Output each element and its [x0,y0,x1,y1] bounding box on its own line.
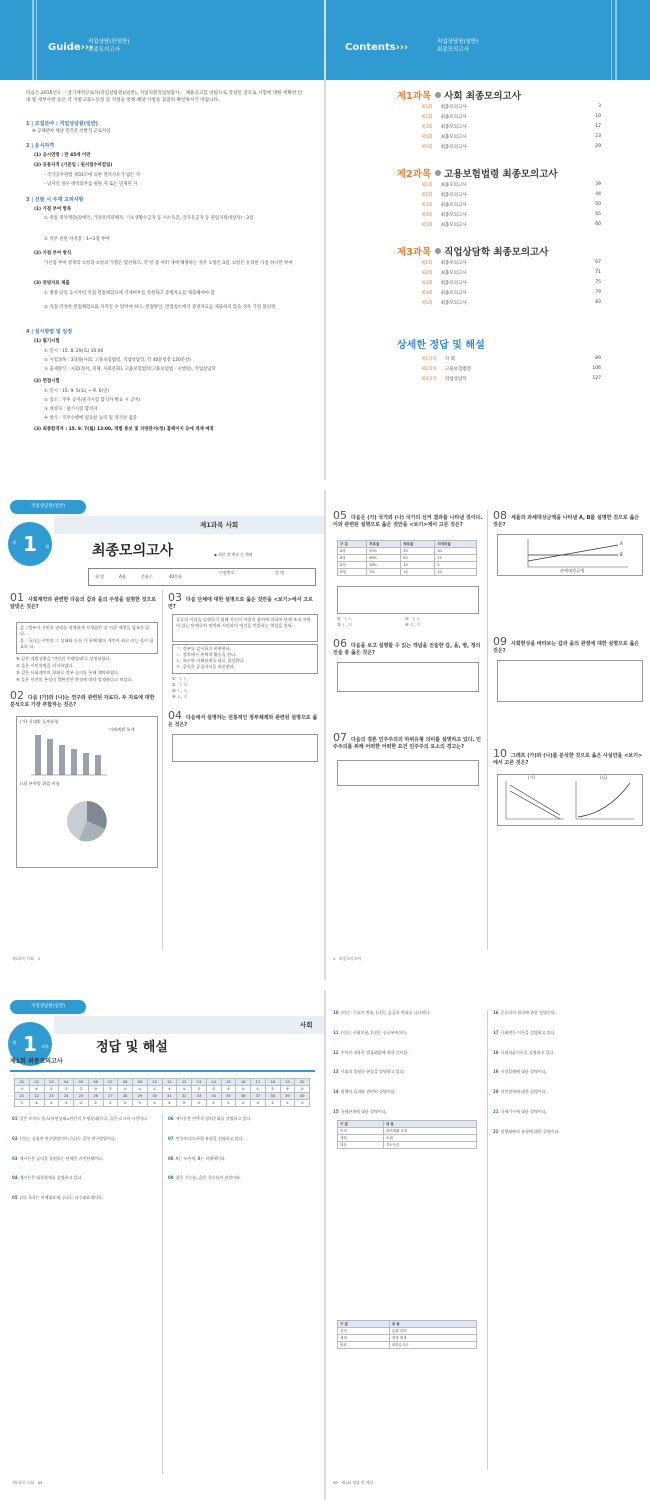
answers-tab: 직업상담원(일반) [10,1000,86,1014]
explanation-item: 22 헌법재판의 유형에 대한 설명이다. [493,1128,560,1134]
q10-graphs [498,775,642,825]
candidate-info-table: 형 별 A형 문항수 40문항 수험번호 성 명 [88,568,316,586]
answer-number: 27 [103,1093,118,1100]
answer-number: 36 [236,1093,251,1100]
answer-number: 12 [177,1079,192,1086]
option-item[interactable]: ③ ㄴ, ㄹ [337,622,353,627]
answer-value: ③ [162,1086,177,1093]
toc-row[interactable]: 제5회 최종모의고사 83 [421,300,601,306]
exam-info: ◆ 제한 및 배점 등 제에 [214,552,253,557]
q02-figure-box: (가) 시대별 동계유형 미래계획 통계 (나) 분야별 취업 비율 [16,716,158,868]
answer-number: 40 [295,1093,310,1100]
explanation-item: 15 국제관계에 대한 설명이다. [333,1108,387,1114]
answer-number: 04 [59,1079,74,1086]
explanation-item: 11 (가)는 사회보험, (나)는 공공부조이다. [333,1029,408,1035]
answer-value: ③ [133,1100,148,1107]
answer-value: ② [103,1086,118,1093]
answer-number: 23 [44,1093,59,1100]
answer-number: 19 [280,1079,295,1086]
option-item[interactable]: ④ ㄷ, ㄹ [405,622,421,627]
explanation-item: 07 민주주의의 하위 유형을 설명하고 있다. [168,1135,244,1141]
option-item[interactable]: ① 갑은 개별상황을 '만인의 투쟁상태'로 상정하였다. [16,656,111,661]
q09-passage-box [497,660,643,702]
explanation-item: 20 시민참여에 대한 설명이다. [493,1089,547,1095]
answer-number: 05 [74,1079,89,1086]
answer-number: 02 [29,1079,44,1086]
toc-row[interactable]: 제1과목 사 회 89 [421,356,601,362]
contents-subject-3[interactable]: 제3과목 직업상담학 최종모의고사 [397,247,549,258]
contents-subject-1[interactable]: 제1과목 사회 최종모의고사 [397,91,521,102]
q01-passage-box: 갑 : 정부가 시민의 권리를 적정하게 사정함은 각 이상 재정을 필요가 있다. 을 : 국가는 시민의 그 상태와 동등 가 통해 맺어 개인이 최고 이는 목이 필요하 다. [16,622,158,654]
option-item[interactable]: ③ ㄴ, ㄷ [172,688,188,693]
footer-right: 4 최종모의고사 [333,956,362,961]
answer-value: ① [147,1100,162,1107]
contents-header-band [325,0,650,80]
answer-number: 22 [29,1093,44,1100]
answers-footer-right: 90 제1회 정답 및 해설 [333,1480,374,1485]
answer-number: 37 [251,1093,266,1100]
toc-row[interactable]: 제4회 최종모의고사 55 [421,212,601,218]
answer-value: ③ [280,1086,295,1093]
answer-value: ④ [162,1100,177,1107]
toc-row[interactable]: 제5회 최종모의고사 60 [421,222,601,228]
answer-number: 24 [59,1093,74,1100]
option-item[interactable]: ② ㄱ, ㄷ [405,616,421,621]
answer-value: ② [206,1086,221,1093]
explanations-left-b [168,1116,314,1195]
answer-value: ② [59,1086,74,1093]
exam-title: 최종모의고사 [92,543,174,559]
answer-number: 09 [133,1079,148,1086]
option-item[interactable]: ② 을은 시민혁명을 지지하였다. [16,663,74,668]
q05-choices-box [337,586,479,614]
answer-number: 25 [74,1093,89,1100]
answers-section: 제1회 최종모의고사 [10,1056,315,1072]
answer-value: ② [88,1100,103,1107]
q08-graph-box: A B 과세대상금액 [497,534,643,576]
explanation-item: 02 (가)는 실험적 연구방법이며, (나)는 질적 연구방법이다. [12,1135,116,1141]
answers-left-page [0,990,325,1500]
answer-number: 16 [236,1079,251,1086]
q02-bar [59,745,65,775]
guide-section-1: 1 | 모집분야 : 직업상담원(일반) [26,121,98,127]
explanation-item: 13 사회적 불평등 현상을 설명하고 있다. [333,1069,405,1075]
question-06: 06 다음을 보고 설명할 수 있는 개념을 진술한 갑, 을, 병, 정의 진술 중 옳은 것은? [333,637,481,656]
answer-value: ③ [192,1100,207,1107]
question-01: 01 사회계약과 관련한 다음의 갑과 을의 주장을 설명한 것으로 알맞은 것은? [10,591,157,610]
exam-left-page [0,490,325,980]
exam-right-page [325,490,650,980]
table-11: 구 분 내 용 목적 최저생활 보장 재원 조세 대상 저소득층 [337,1120,477,1149]
guide-section-2: 2 | 응시자격 [26,143,55,149]
exam-band [54,516,325,534]
answer-value: ④ [295,1086,310,1093]
answer-value: ② [265,1100,280,1107]
option-item[interactable]: ② ㄱ, ㄷ [172,682,188,687]
explanations-right-a [333,1010,483,1129]
toc-row[interactable]: 제3회 최종모의고사 50 [421,202,601,208]
option-item[interactable]: ① ㄱ, ㄴ [172,676,188,681]
answer-value: ④ [118,1100,133,1107]
answer-value: ② [74,1086,89,1093]
contents-subject-2[interactable]: 제2과목 고용보험법령 최종모의고사 [397,169,558,180]
answer-number: 20 [295,1079,310,1086]
question-04: 04 다음에서 설명하는 전통적인 정부체계와 관련된 설명으로 옳은 것은? [168,709,318,728]
answer-value: ④ [177,1086,192,1093]
option-item[interactable]: ③ 갑은 사회계약의 형태로 정부 동의를 통해 계약하였다. [16,670,120,675]
toc-row[interactable]: 제3회 최종모의고사 17 [421,124,601,130]
q03-passage-box: 공공의 이익을 실현하기 위해 사인의 자발적 참여에 의하여 단체 조직 자원이 있는 단체로써 정치와 시민과의 여건을 연결하는 역할을 한다. [172,614,318,642]
option-item[interactable]: ④ ㄷ, ㄹ [172,694,188,699]
answer-value: ① [44,1100,59,1107]
explanation-item: 06 제시문은 민주적 정치문화를 설명하고 있다. [168,1116,252,1121]
subject-badge: 제 1 과목 [8,1022,52,1066]
guide-header-sub: 직업상담(단일한) 최종모의고사 [88,39,130,53]
answer-number: 18 [265,1079,280,1086]
round-badge: 제 1 회 [8,522,52,566]
answer-value: ① [44,1086,59,1093]
answer-value: ③ [221,1086,236,1093]
exam-tab: 직업상담원(일반) [10,500,86,514]
explanation-item: 08 A는 누진세, B는 비례세이다. [168,1155,227,1161]
explanation-item: 19 시장실패에 대한 설명이다. [493,1069,547,1075]
answer-value: ① [251,1086,266,1093]
question-07: 07 다음의 결론 민주주의의 하위유형 의미를 설명하고 있다. 민주주의를 위해 어떠한 어떠한 요건 민주주의 요소의 경고는? [333,731,482,750]
answer-value: ④ [118,1086,133,1093]
answer-value: ② [265,1086,280,1093]
guide-header-title: Guide››› [48,42,94,53]
q02-bar [47,739,53,775]
answer-number: 14 [206,1079,221,1086]
question-03: 03 다음 단체에 대한 설명으로 옳은 것만을 <보기>에서 고르면? [168,591,313,610]
guide-section-3: 3 | 선발 시 우대 고려사항 [26,197,84,203]
answer-value: ③ [88,1086,103,1093]
answer-value: ③ [295,1100,310,1107]
toc-row[interactable]: 제3회 최종모의고사 75 [421,280,601,286]
answer-number: 10 [147,1079,162,1086]
q02-bar [95,755,101,775]
answer-number: 17 [251,1079,266,1086]
answer-value: ① [221,1100,236,1107]
answer-number: 06 [88,1079,103,1086]
toc-row[interactable]: 제1회 최종모의고사 3 [421,104,601,110]
answer-value: ② [192,1086,207,1093]
answer-value: ③ [74,1100,89,1107]
q04-passage-box [172,734,318,762]
toc-row[interactable]: 제2회 최종모의고사 10 [421,114,601,120]
answers-title: 정답 및 해설 [96,1040,168,1055]
answer-value: ① [103,1100,118,1107]
explanation-item: 09 갑은 기능론, 을은 갈등론의 관점이다. [168,1175,242,1181]
contents-page [325,0,650,480]
guide-header-band [0,0,325,80]
q02-bar [71,749,77,775]
answer-value: ① [280,1100,295,1107]
q08-line-a [528,545,618,561]
answers-band-label: 사회 [300,1021,313,1029]
guide-intro: 다음은 2015년도 「국가계약근로자(직업상담원)(일반), 지업지원직업상담사」 채용공고를 바탕으로 작성된 것으로 시험에 대한 정확한 안내 및 세부사항 등은 각 지방고용노동청 및 지청을 통해 해당 사항을 꼼꼼히 확인하시기 바랍니다. [26,91,303,103]
explanation-item: 17 사회변동 이론을 설명하고 있다. [493,1029,556,1035]
answer-value: ④ [236,1100,251,1107]
spread-answers [0,990,650,1500]
q03-choices-box: ㄱ. 정부를 감시하고 비판한다. ㄴ. 정치에서 주체적 활동을 한다. ㄷ. 특수한 이해관계를 따로 결성한다. ㄹ. 공익은 공공이익을 보존한다. [172,644,318,674]
explanation-item: 04 제시문은 대통령제를 설명하고 있다. [12,1175,83,1181]
answer-value: ③ [251,1100,266,1107]
answer-number: 26 [88,1093,103,1100]
answer-value: ④ [29,1100,44,1107]
q07-passage-box [337,760,479,786]
contents-header-title: Contents››› [345,42,409,53]
answer-number: 34 [206,1093,221,1100]
q02-bar [35,735,41,775]
answer-grid [14,1078,310,1107]
question-05: 05 다음은 (가) 국가와 (나) 국가의 선거 결과를 나타낸 것이다. 이와 관련된 설명으로 옳은 것만을 <보기>에서 고른 것은? [333,509,483,528]
contents-solutions-title[interactable]: 상세한 정답 및 해설 [397,340,485,351]
answer-value: ② [15,1100,30,1107]
question-10: 10 그래프 (가)와 (나)를 분석한 것으로 옳은 사실만을 <보기>에서 고른 것은? [493,747,643,766]
answer-number: 08 [118,1079,133,1086]
answer-number: 01 [15,1079,30,1086]
explanations-left-a [12,1116,158,1215]
explanations-right-b [493,1010,643,1149]
toc-row[interactable]: 제4회 최종모의고사 79 [421,290,601,296]
spread-exam [0,490,650,980]
answer-number: 30 [147,1093,162,1100]
answer-number: 11 [162,1079,177,1086]
answer-value: ③ [59,1100,74,1107]
explanation-item: 18 사회학습이론을 설명하고 있다. [493,1049,555,1055]
spread-guide-contents [0,0,650,480]
explanation-item: 14 정책의 효과와 관련된 설명이다. [333,1089,396,1095]
answer-number: 38 [265,1093,280,1100]
footer-left: 제1과목 사회 3 [12,956,41,961]
explanation-item: 12 주어진 내용은 법률행위에 관한 것이다. [333,1049,409,1055]
answer-number: 29 [133,1093,148,1100]
explanation-item: 21 국제기구에 대한 설명이다. [493,1108,547,1114]
answer-number: 33 [192,1093,207,1100]
toc-row[interactable]: 제3과목 직업상담학 127 [421,376,601,382]
q02-bar [83,753,89,775]
question-08: 08 세율과 과세대상금액을 나타낸 A, B를 설명한 것으로 옳은 것은? [493,509,640,528]
toc-row[interactable]: 제1회 최종모의고사 67 [421,260,601,266]
toc-row[interactable]: 제4회 최종모의고사 23 [421,134,601,140]
guide-page: Guide››› 직업상담(단일한) 최종모의고사 다음은 2015년도 「국가계약근로자(직업상담원)(일반), 지업지원직업상담사」 채용공고를 바탕으로 작성된 것으로 시험에 대한 정확한 안내 및 세부사항 등은 각 지방고용노동청 및 지청을 통해 해당 사항을 꼼꼼히 확인하시기 바랍니다. 1 | 모집분야 : 직업상담원(일반) ※ 공채분야 채난 민간분 선발직 근로자임 2 | 응시자격 (1) 응시연령 : 만 45세 이만 (2) 공통자격 (기준일 : 원서접수마감일) - 국가공무원법 제33조에 의한 결격사유가 없는 자 - 남자인 경우 병역의무를 필한 자 또는 면제된 자 3 | 선발 시 우대 고려사항 (1) 가점 부여 항목 ① 취업 취약계층(장애인, 가정폭력피해자, 기초생활수급자 등 저소득층, 국가유공자 등 취업지원대상자) : 3점 ② 직무 관련 자격증 : 1~3점 부여 (2) 가점 부여 방식 가산점 부여 항목의 ①항과 ②항의 가점은 합산하고, 각 항 중 여러 개에 해당하는 경우 ①항은 3점, ②항은 유리한 가점 하나만 부여 (3) 증빙자료 제출 ① 병종 단일 응시자격 직접 면접체험표에 기재여부를 작성하고 증빙자료를 제출해야야 함 ② 직접 작성한 면접체험표와 자격일 수 있어야 하고, 면접당일, 면접청소에서 증빙자료를 제출하지 않을 경우 가점 불인정 4 | 실시방법 및 일정 (1) 필기시험 ① 일시 : 15. 8. 29(토) 10:00 ② 시험과목 : 3과목(사회, 고용보험법령, 직업상담학, 각 40문항총 120문항) ③ 출제방식 : 사회(정치, 경제, 사회분화), 고용보험법령(고용보험법 · 시행령), 직업상담학 (2) 면접시험 ① 일시 : 15. 9. 5(토) ~ 9. 6(일) ② 장소 : 추후 공지(필기시험 합격자 발표 시 공지) ③ 대상자 : 필기시험 합격자 ④ 방식 : 직무수행에 필요한 능력 및 적격성 검증 (3) 최종합격자 : 15. 9. 7(월) 12:00, 개별 통보 및 지방관서(청) 홈페이지 등에 게재 예정 [0,0,325,480]
question-09: 09 사회현상을 바라보는 갑과 을의 관점에 대한 설명으로 옳은 것은? [493,635,640,654]
answer-number: 31 [162,1093,177,1100]
toc-row[interactable]: 제2회 최종모의고사 44 [421,192,601,198]
answer-value: ③ [15,1086,30,1093]
answer-value: ① [206,1100,221,1107]
explanation-item: 10 (가)는 수요의 변화, (나)는 공급의 변화를 나타낸다. [333,1010,431,1015]
answer-value: ④ [133,1086,148,1093]
guide-section-4: 4 | 실시방법 및 일정 [26,329,73,335]
toc-row[interactable]: 제1회 최종모의고사 39 [421,182,601,188]
answer-number: 28 [118,1093,133,1100]
answers-footer-left: 제1과목 사회 89 [12,1480,43,1485]
q02-figures [17,725,155,865]
answer-number: 39 [280,1093,295,1100]
q06-passage-box [337,662,479,692]
answer-number: 32 [177,1093,192,1100]
answer-number: 07 [103,1079,118,1086]
answer-number: 21 [15,1093,30,1100]
question-02: 02 다음 (가)와 (나)는 연구와 관련된 자료다. 두 자료에 대한 분석으로 가장 부합하는 것은? [10,689,155,708]
table-15: 구 분 내 용 결의 총회 결의 제재 경제 제재 평화 평화유지군 [337,1320,477,1349]
toc-row[interactable]: 제5회 최종모의고사 29 [421,144,601,150]
answers-right-page [325,990,650,1500]
explanation-item: 16 근로자의 권리에 관한 설명이다. [493,1010,556,1015]
answer-value: ④ [236,1086,251,1093]
toc-row[interactable]: 제2회 최종모의고사 71 [421,270,601,276]
q05-table: 구 분 투표율 득표율 의석비율 A당 53% 50 50 B당 30% 20 15 C당 10% 10 5 D당 7% 10 10 [337,540,477,576]
exam-band-label: 제1과목 사회 [200,521,239,529]
contents-header-sub: 직업상담원(일반) 최종모의고사 [437,39,479,53]
answer-value: ② [177,1100,192,1107]
option-item[interactable]: ① ㄱ, ㄴ [337,616,353,621]
toc-row[interactable]: 제2과목 고용보험법령 106 [421,366,601,372]
answer-value: ④ [29,1086,44,1093]
answer-number: 03 [44,1079,59,1086]
q10-graph-box: (가) (나) [497,774,643,826]
answer-number: 15 [221,1079,236,1086]
explanation-item: 01 갑은 토마스 홉스(자연상태=만인의 투쟁상태)이고, 을은 로크의 사상이다. [12,1116,149,1121]
answer-number: 13 [192,1079,207,1086]
answers-band [54,1016,325,1034]
explanation-item: 03 제시문은 공익을 실현하는 단체인 시민단체이다. [12,1155,104,1161]
explanation-item: 05 (가) 국가는 비례대표제, (나)는 다수대표제이다. [12,1195,104,1201]
answer-value: ① [147,1086,162,1093]
answer-number: 35 [221,1093,236,1100]
option-item[interactable]: ④ 을은 인간의 본성이 불완전한 환경에 따라 발생한다고 보았다. [16,677,133,682]
